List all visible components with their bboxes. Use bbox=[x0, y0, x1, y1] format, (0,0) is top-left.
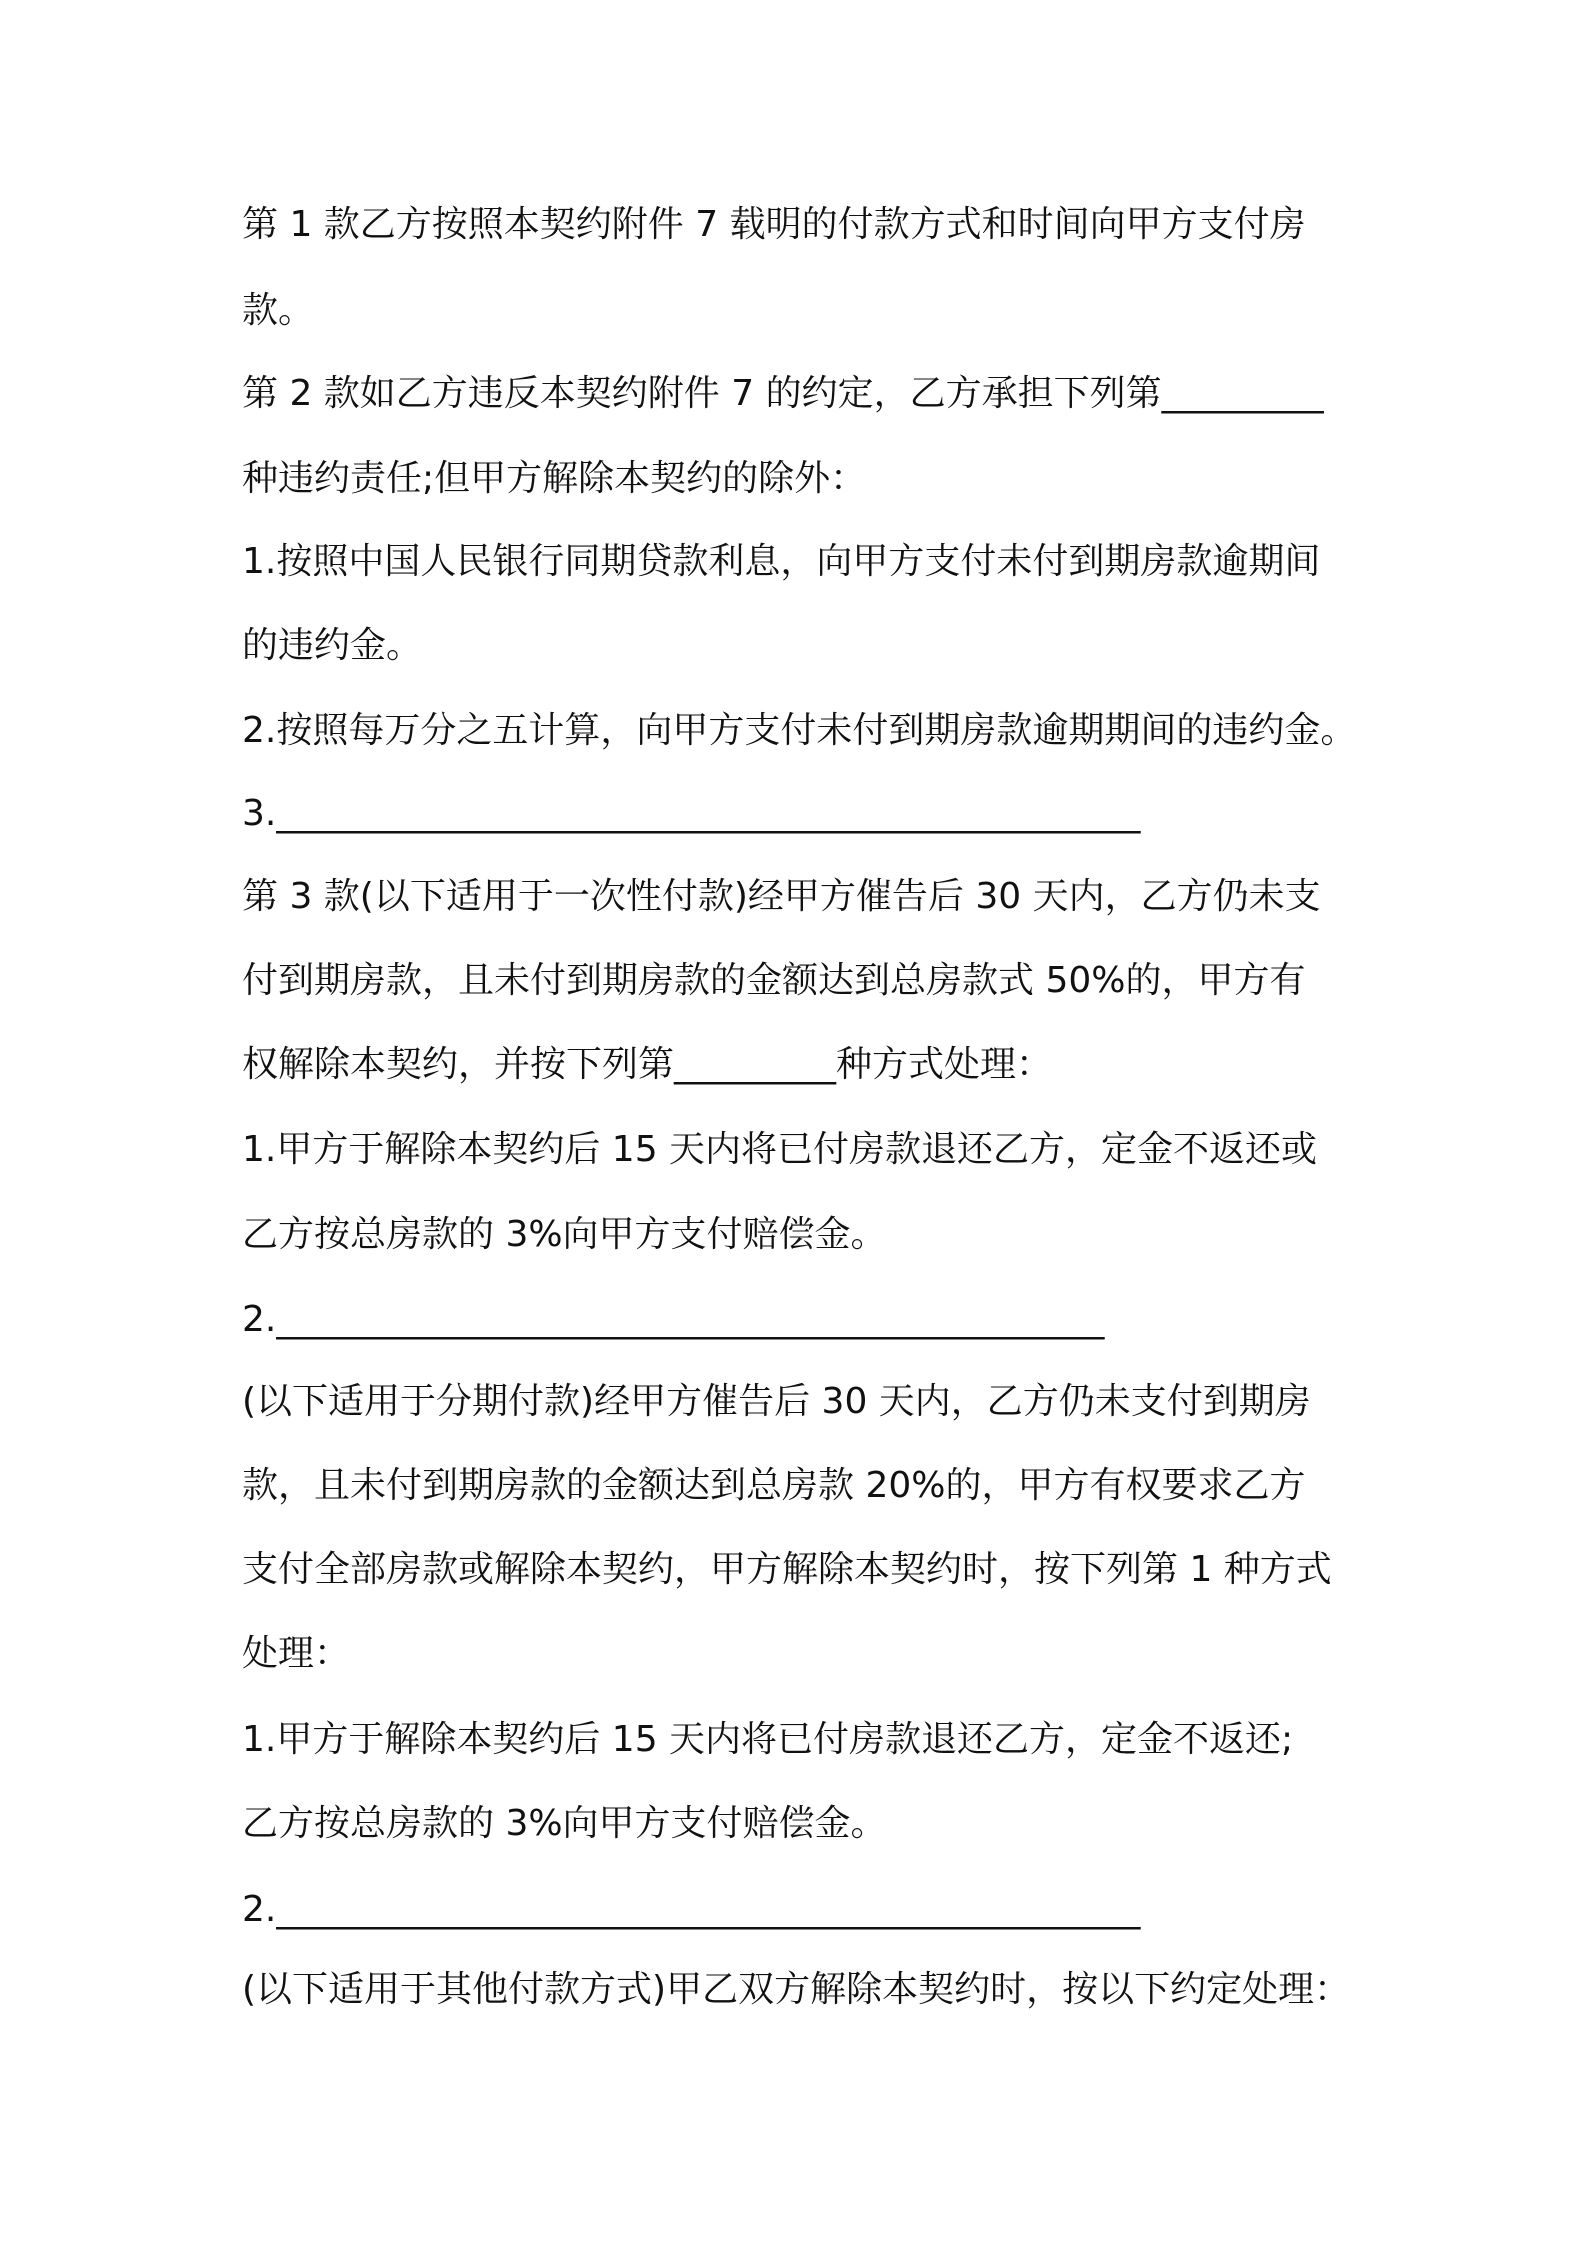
other-payment-line: (以下适用于其他付款方式)甲乙双方解除本契约时，按以下约定处理： bbox=[242, 1969, 1351, 2010]
clause-1-line-2: 款。 bbox=[242, 290, 315, 331]
clause-1-line-1: 第 1 款乙方按照本契约附件 7 载明的付款方式和时间向甲方支付房 bbox=[242, 204, 1306, 245]
clause-3-line-1: 第 3 款(以下适用于一次性付款)经甲方催告后 30 天内，乙方仍未支 bbox=[242, 876, 1321, 917]
installment-line-2: 款，且未付到期房款的金额达到总房款 20%的，甲方有权要求乙方 bbox=[242, 1465, 1306, 1506]
clause-3-item-1-line-2: 乙方按总房款的 3%向甲方支付赔偿金。 bbox=[242, 1214, 887, 1255]
clause-2-item-2: 2.按照每万分之五计算，向甲方支付未付到期房款逾期期间的违约金。 bbox=[242, 710, 1357, 751]
installment-line-1: (以下适用于分期付款)经甲方催告后 30 天内，乙方仍未支付到期房 bbox=[242, 1381, 1311, 1422]
installment-line-3: 支付全部房款或解除本契约，甲方解除本契约时，按下列第 1 种方式 bbox=[242, 1549, 1332, 1590]
installment-line-4: 处理： bbox=[242, 1633, 351, 1674]
clause-2-item-1-line-2: 的违约金。 bbox=[242, 625, 423, 666]
clause-2-item-3-blank: 3.________________________________________________ bbox=[242, 793, 1141, 834]
clause-3-item-1-line-1: 1.甲方于解除本契约后 15 天内将已付房款退还乙方，定金不返还或 bbox=[242, 1129, 1318, 1170]
clause-3-item-2-blank: 2.______________________________________________ bbox=[242, 1299, 1105, 1340]
installment-item-2-blank: 2.________________________________________________ bbox=[242, 1889, 1141, 1930]
clause-2-item-1-line-1: 1.按照中国人民银行同期贷款利息，向甲方支付未付到期房款逾期间 bbox=[242, 541, 1321, 582]
clause-3-line-2: 付到期房款，且未付到期房款的金额达到总房款式 50%的，甲方有 bbox=[242, 960, 1306, 1001]
clause-3-line-3: 权解除本契约，并按下列第_________种方式处理： bbox=[242, 1044, 1053, 1085]
clause-2-line-1: 第 2 款如乙方违反本契约附件 7 的约定，乙方承担下列第_________ bbox=[242, 373, 1324, 414]
installment-item-1-line-2: 乙方按总房款的 3%向甲方支付赔偿金。 bbox=[242, 1803, 887, 1844]
clause-2-line-2: 种违约责任;但甲方解除本契约的除外： bbox=[242, 458, 867, 499]
installment-item-1-line-1: 1.甲方于解除本契约后 15 天内将已付房款退还乙方，定金不返还; bbox=[242, 1719, 1294, 1760]
